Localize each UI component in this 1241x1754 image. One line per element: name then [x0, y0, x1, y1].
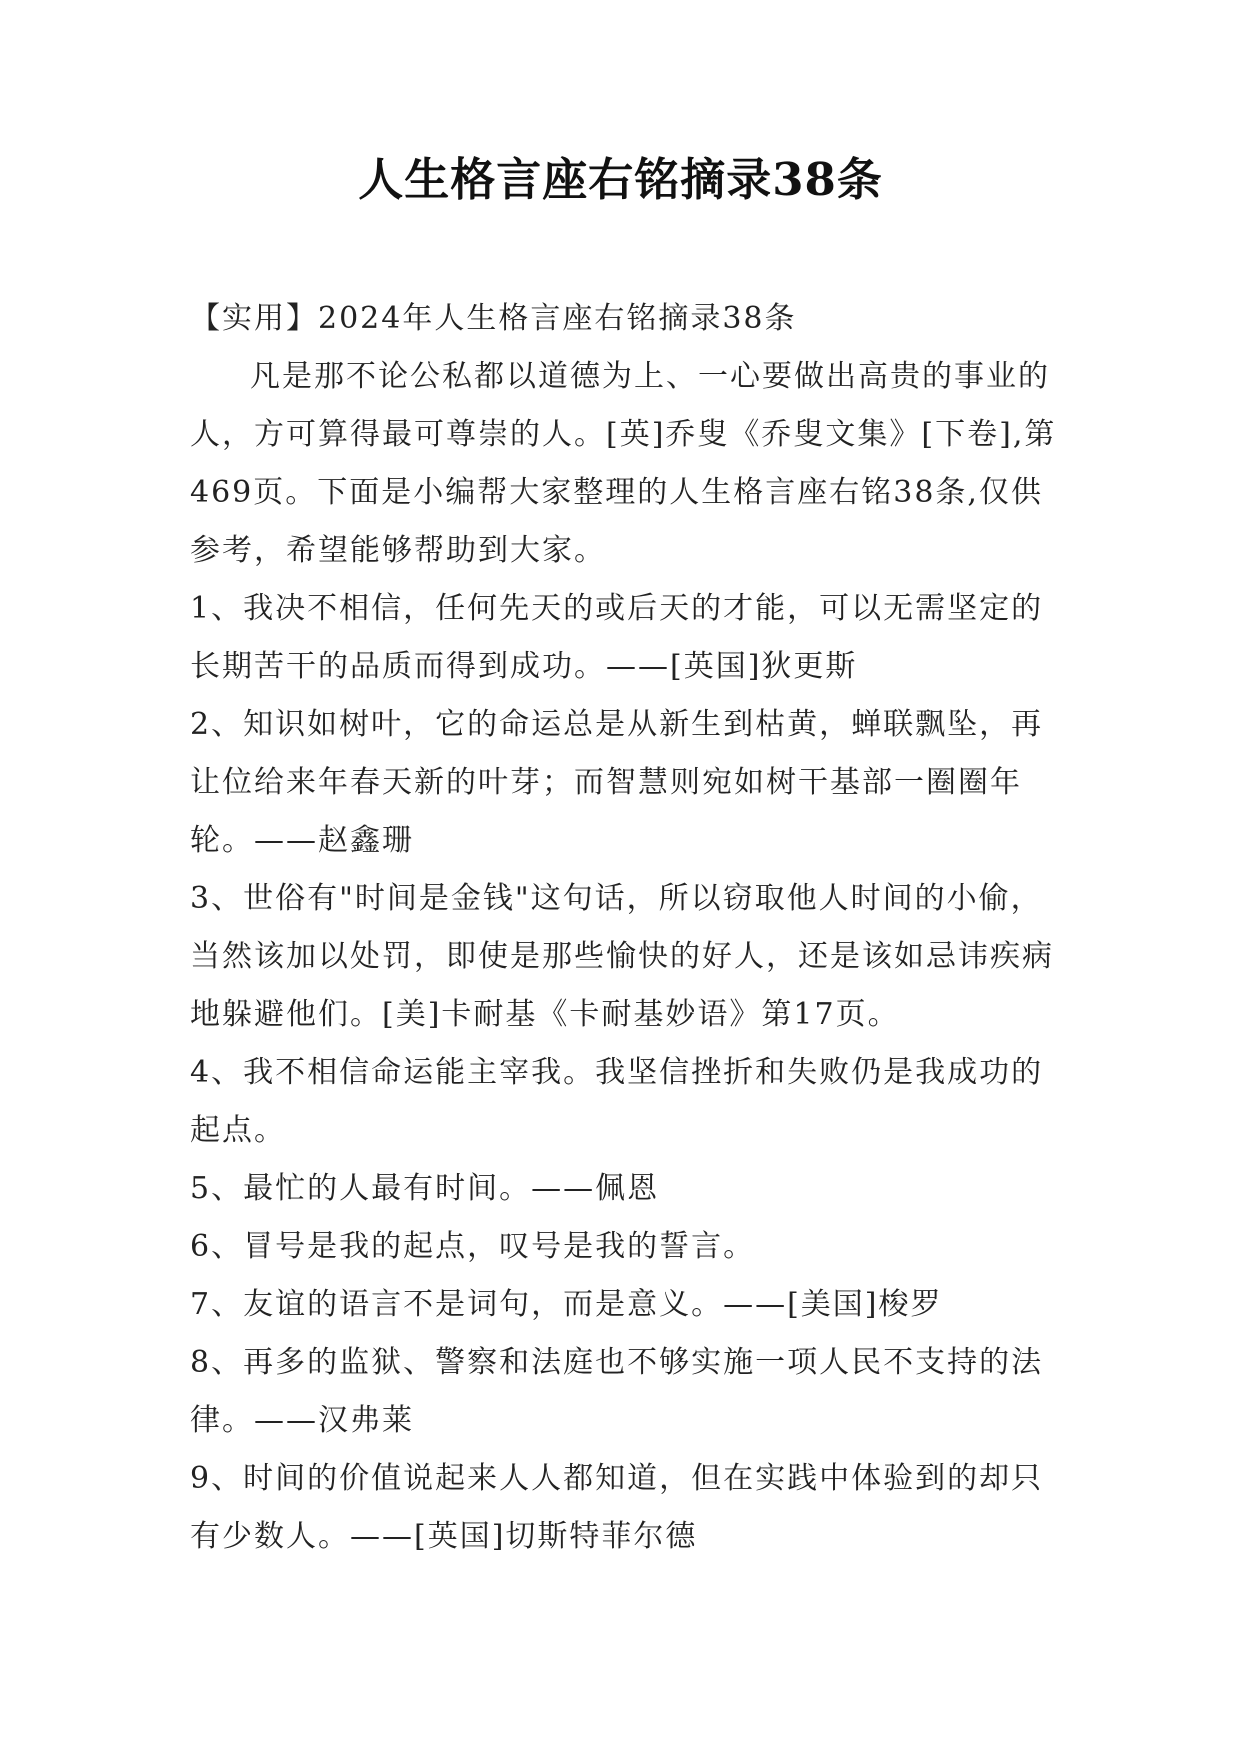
quote-item-7: 7、友谊的语言不是词句，而是意义。——[美国]梭罗 — [190, 1287, 943, 1322]
document-subtitle: 【实用】2024年人生格言座右铭摘录38条 — [190, 301, 797, 336]
quote-item-3: 3、世俗有"时间是金钱"这句话，所以窃取他人时间的小偷，当然该加以处罚，即使是那些愉快的好人，还是该如忌讳疾病地躲避他们。[美]卡耐基《卡耐基妙语》第17页。 — [190, 881, 1054, 1032]
quote-item-8: 8、再多的监狱、警察和法庭也不够实施一项人民不支持的法律。——汉弗莱 — [190, 1345, 1044, 1438]
document-body — [190, 290, 1060, 1566]
document-title: 人生格言座右铭摘录38条 — [358, 153, 883, 206]
quote-item-1: 1、我决不相信，任何先天的或后天的才能，可以无需坚定的长期苦干的品质而得到成功。——[英国]狄更斯 — [190, 591, 1044, 684]
quote-item-5: 5、最忙的人最有时间。——佩恩 — [190, 1171, 660, 1206]
intro-paragraph: 凡是那不论公私都以道德为上、一心要做出高贵的事业的人，方可算得最可尊崇的人。[英]乔叟《乔叟文集》[下卷],第469页。下面是小编帮大家整理的人生格言座右铭38条,仅供参考，希望能够帮助到大家。 — [190, 359, 1057, 568]
quote-item-9: 9、时间的价值说起来人人都知道，但在实践中体验到的却只有少数人。——[英国]切斯特菲尔德 — [190, 1461, 1044, 1554]
quote-item-4: 4、我不相信命运能主宰我。我坚信挫折和失败仍是我成功的起点。 — [190, 1055, 1044, 1148]
quote-item-6: 6、冒号是我的起点，叹号是我的誓言。 — [190, 1229, 756, 1264]
quote-item-2: 2、知识如树叶，它的命运总是从新生到枯黄，蝉联飘坠，再让位给来年春天新的叶芽；而智慧则宛如树干基部一圈圈年轮。——赵鑫珊 — [190, 707, 1044, 858]
